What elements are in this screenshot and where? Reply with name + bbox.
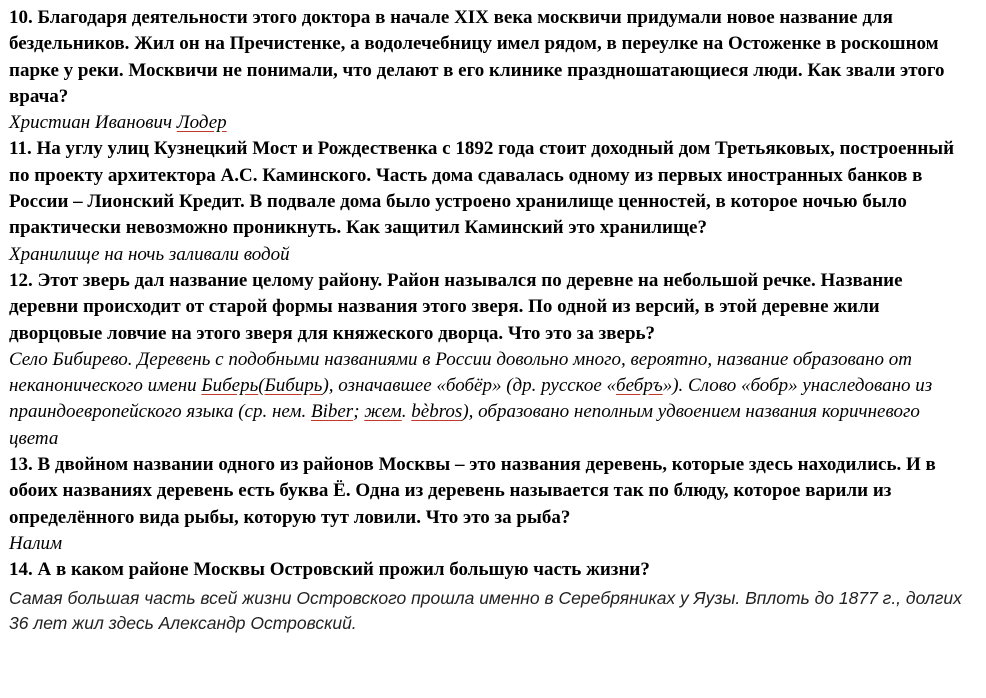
answer-12-text-4: »). Слово «бобр» унаследовано из праиндоевропейского языка (ср. нем.	[9, 375, 933, 423]
answer-12-text-2: (	[258, 375, 265, 397]
answer-12	[9, 347, 986, 452]
answer-14: Самая большая часть всей жизни Островского прошла именно в Серебряниках у Яузы. Вплоть до 1877 г., долгих 36 лет жил здесь Александр Островский.	[9, 587, 962, 633]
bebros-link[interactable]: bèbros	[411, 401, 463, 423]
answer-13: Налим	[9, 532, 63, 554]
bibir-link[interactable]: Бибирь	[264, 375, 323, 397]
question-13: 13. В двойном названии одного из районов Москвы – это названия деревень, которые здесь находились. И в обоих названиях деревень есть буква Ё. Одна из деревень называется так по блюду, которое варили из определённого вида рыбы, которую тут ловили. Что это за рыба?	[9, 454, 936, 528]
zhem-link[interactable]: жем	[364, 401, 402, 423]
answer-12-text-1: Село Бибирево. Деревень с подобными названиями в России довольно много, вероятно, название образовано от неканонического имени	[9, 348, 912, 397]
bebr-link[interactable]: бебръ	[616, 375, 663, 397]
loder-link[interactable]: Лодер	[176, 112, 227, 134]
biber-link[interactable]: Биберь	[201, 375, 259, 397]
question-10: 10. Благодаря деятельности этого доктора в начале XIX века москвичи придумали новое название для бездельников. Жил он на Пречистенке, а водолечебницу имел рядом, в переулке на Остоженке в роскошном парке у реки. Москвичи не понимали, что делают в его клинике праздношатающиеся люди. Как звали этого врача?	[9, 7, 945, 107]
answer-12-text-7: ), образовано неполным удвоением названия коричневого цвета	[9, 401, 920, 449]
answer-11: Хранилище на ночь заливали водой	[9, 243, 290, 265]
biber-german-link[interactable]: Biber	[310, 401, 354, 423]
answer-12-text-3: ), означавшее «бобёр» (др. русское «	[322, 375, 617, 397]
answer-12-text-5: ;	[353, 401, 365, 423]
answer-10	[9, 110, 986, 136]
question-12: 12. Этот зверь дал название целому району. Район назывался по деревне на небольшой речке. Название деревни происходит от старой формы названия этого зверя. По одной из версий, в этой деревне жили дворцовые ловчие на этого зверя для княжеского дворца. Что это за зверь?	[9, 269, 903, 344]
answer-12-text-6: .	[401, 401, 412, 423]
answer-10-text: Христиан Иванович	[9, 112, 177, 134]
question-11: 11. На углу улиц Кузнецкий Мост и Рождественка с 1892 года стоит доходный дом Третьяковых, построенный по проекту архитектора А.С. Каминского. Часть дома сдавалась одному из первых иностранных банков в России – Лионский Кредит. В подвале дома было устроено хранилище ценностей, в которое ночью было практически невозможно проникнуть. Как защитил Каминский это хранилище?	[9, 138, 955, 239]
question-14: 14. А в каком районе Москвы Островский прожил большую часть жизни?	[9, 559, 650, 581]
